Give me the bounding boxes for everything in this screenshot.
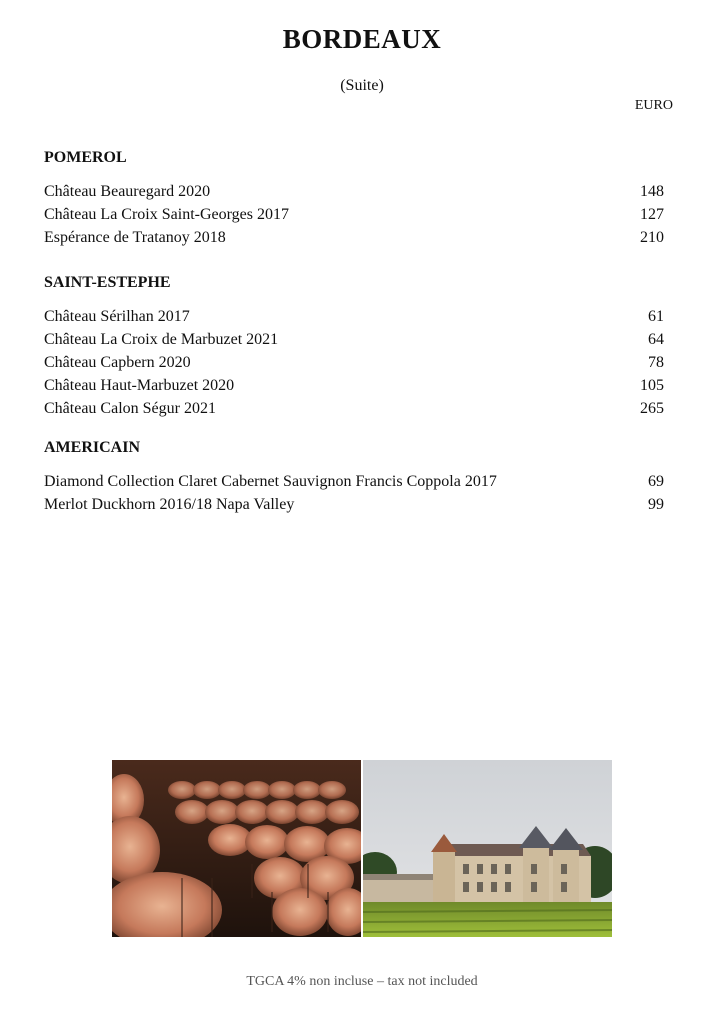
section-saint-estephe	[44, 271, 664, 420]
section-title: SAINT-ESTEPHE	[44, 274, 171, 291]
wine-price: 78	[648, 354, 664, 371]
wine-price: 127	[640, 206, 664, 223]
tax-note: TGCA 4% non incluse – tax not included	[246, 974, 478, 989]
wine-row	[44, 226, 664, 249]
wine-name: Château Calon Ségur 2021	[44, 400, 216, 417]
section-pomerol	[44, 146, 664, 249]
wine-name: Château Haut-Marbuzet 2020	[44, 377, 235, 394]
currency-label: EURO	[634, 98, 673, 113]
wine-name: Diamond Collection Claret Cabernet Sauvignon Francis Coppola 2017	[44, 473, 497, 490]
wine-row	[44, 305, 664, 328]
wine-name: Château La Croix Saint-Georges 2017	[44, 206, 289, 223]
wine-name: Espérance de Tratanoy 2018	[44, 229, 226, 246]
wine-cellar-barrels-photo	[112, 760, 361, 937]
wine-name: Merlot Duckhorn 2016/18 Napa Valley	[44, 496, 295, 513]
wine-price: 148	[640, 183, 664, 200]
wine-price: 61	[648, 308, 664, 325]
wine-row	[44, 374, 664, 397]
wine-price: 105	[640, 377, 664, 394]
wine-row	[44, 351, 664, 374]
section-title: AMERICAIN	[44, 439, 140, 456]
wine-name: Château La Croix de Marbuzet 2021	[44, 331, 279, 348]
wine-row	[44, 328, 664, 351]
wine-price: 265	[640, 400, 664, 417]
chateau-vineyard-photo	[363, 760, 612, 937]
page-title: BORDEAUX	[282, 24, 442, 54]
wine-row	[44, 470, 664, 493]
wine-name: Château Sérilhan 2017	[44, 308, 190, 325]
wine-price: 64	[648, 331, 664, 348]
wine-row	[44, 397, 664, 420]
wine-row	[44, 493, 664, 516]
wine-price: 210	[640, 229, 664, 246]
wine-row	[44, 203, 664, 226]
wine-name: Château Capbern 2020	[44, 354, 191, 371]
section-title: POMEROL	[44, 149, 127, 166]
photo-strip	[112, 760, 612, 937]
wine-price: 99	[648, 496, 664, 513]
page-subtitle: (Suite)	[340, 77, 384, 94]
section-americain	[44, 436, 664, 516]
wine-row	[44, 180, 664, 203]
wine-name: Château Beauregard 2020	[44, 183, 211, 200]
wine-price: 69	[648, 473, 664, 490]
